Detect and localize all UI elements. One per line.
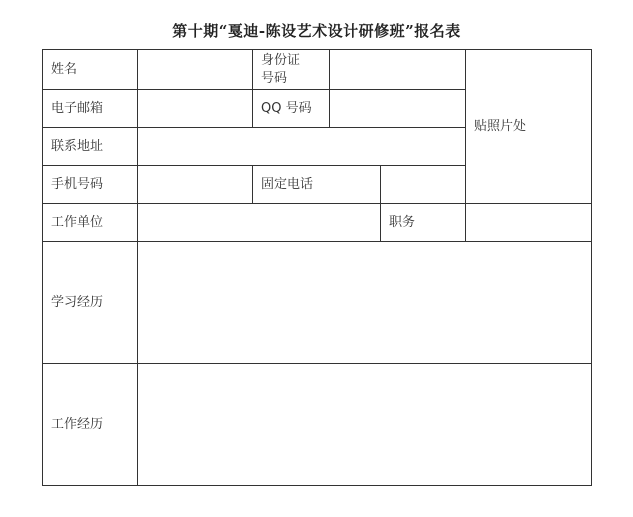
employer-field[interactable]: [138, 204, 381, 242]
name-label: 姓名: [43, 50, 138, 90]
address-label: 联系地址: [43, 128, 138, 166]
work-history-field[interactable]: [138, 364, 592, 486]
email-field[interactable]: [138, 90, 253, 128]
qq-label: QQ 号码: [253, 90, 330, 128]
mobile-label: 手机号码: [43, 166, 138, 204]
form-title: 第十期“戛迪-陈设艺术设计研修班”报名表: [172, 22, 461, 40]
position-label: 职务: [381, 204, 466, 242]
position-field[interactable]: [466, 204, 592, 242]
email-label: 电子邮箱: [43, 90, 138, 128]
address-field[interactable]: [138, 128, 466, 166]
registration-form-table: [42, 49, 592, 486]
id-card-label-line2: 号码: [261, 70, 288, 86]
education-label: 学习经历: [43, 242, 138, 364]
landline-field[interactable]: [381, 166, 466, 204]
name-field[interactable]: [138, 50, 253, 90]
education-field[interactable]: [138, 242, 592, 364]
id-card-label: [253, 50, 330, 90]
id-card-field[interactable]: [330, 50, 466, 90]
employer-label: 工作单位: [43, 204, 138, 242]
qq-field[interactable]: [330, 90, 466, 128]
landline-label: 固定电话: [253, 166, 381, 204]
mobile-field[interactable]: [138, 166, 253, 204]
work-history-label: 工作经历: [43, 364, 138, 486]
id-card-label-line1: 身份证: [261, 52, 301, 68]
photo-placeholder[interactable]: 贴照片处: [466, 50, 592, 204]
